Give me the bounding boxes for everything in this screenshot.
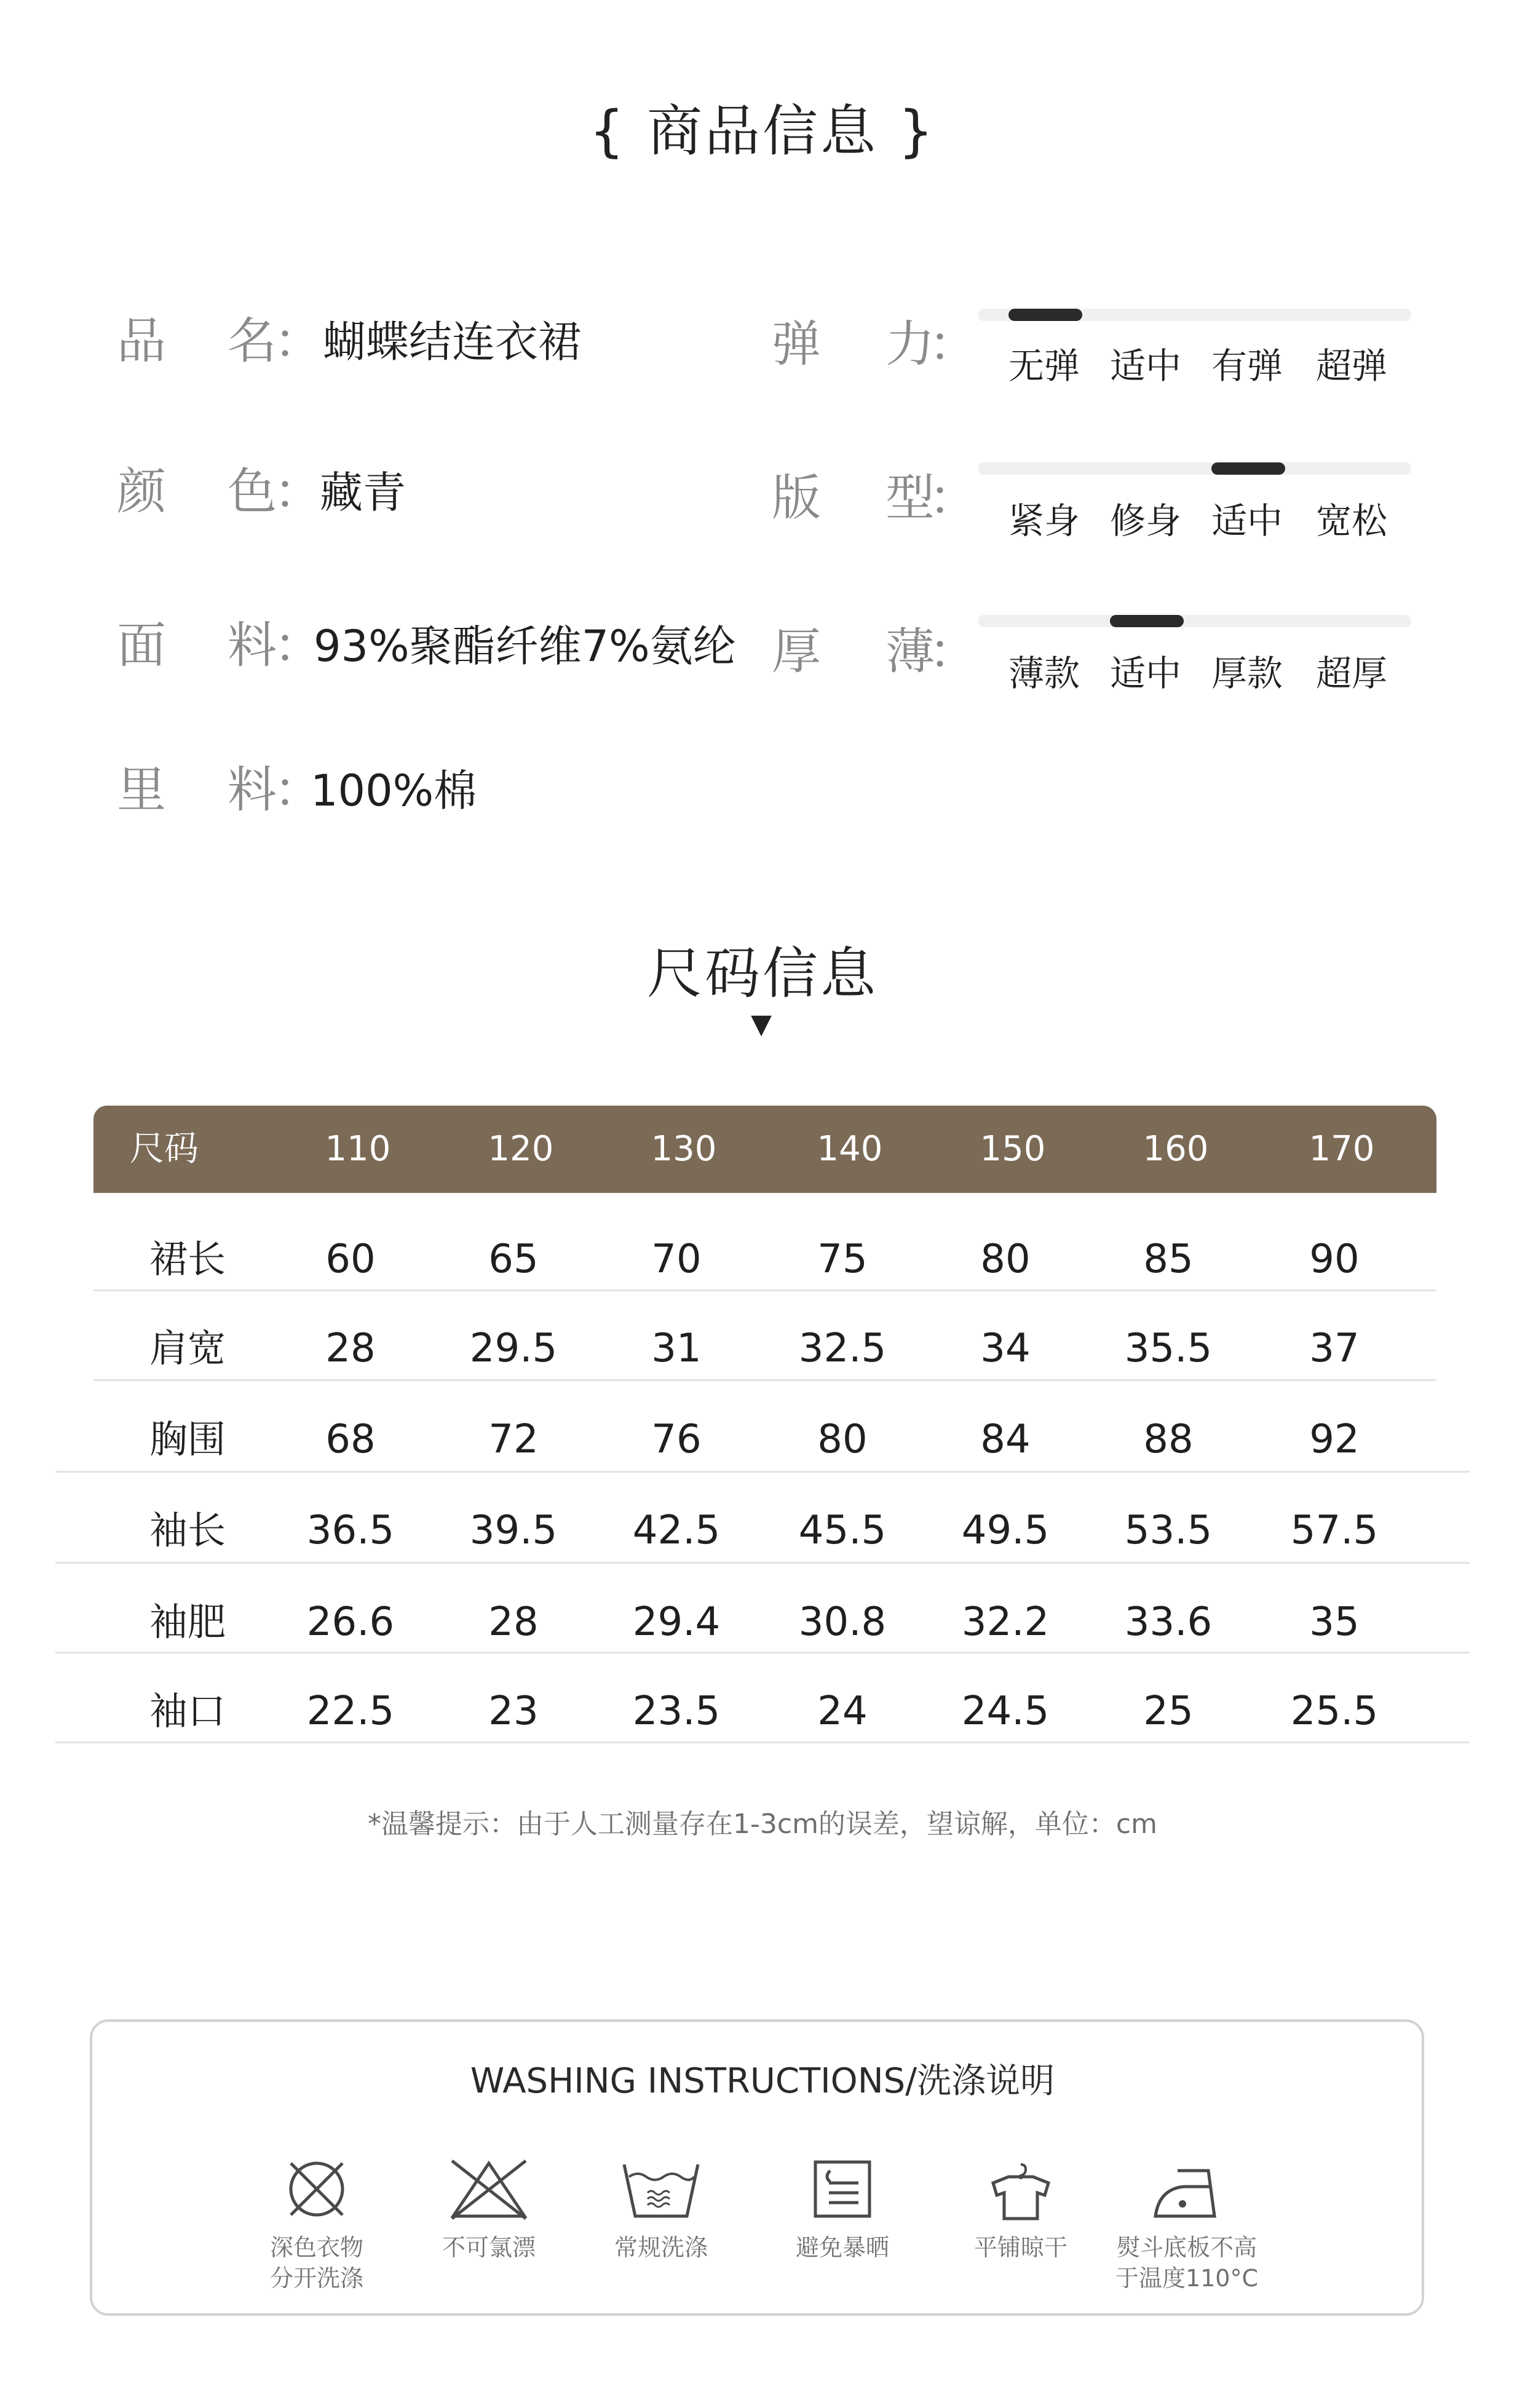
thickness-indicator	[1110, 615, 1184, 627]
fit-label-a: 版	[772, 469, 821, 526]
fit-label-b: 型	[885, 469, 935, 526]
name-colon: ：	[274, 312, 323, 370]
elasticity-label-b: 力	[885, 315, 935, 373]
elasticity-indicator	[1008, 309, 1082, 321]
lining-label-b: 料	[228, 761, 277, 818]
table-cell: 25.5	[1290, 1689, 1379, 1734]
wash-item-label	[224, 2232, 409, 2294]
table-cell: 23.5	[632, 1689, 721, 1734]
table-cell: 35	[1309, 1599, 1360, 1645]
header-cell: 120	[488, 1129, 554, 1169]
table-cell: 57.5	[1290, 1508, 1379, 1553]
table-cell: 37	[1309, 1326, 1360, 1371]
table-cell: 80	[817, 1417, 868, 1462]
wash-label-line: 分开洗涤	[269, 2265, 363, 2292]
fit-option: 修身	[1110, 500, 1182, 542]
row-divider	[55, 1471, 1470, 1473]
down-arrow-icon: ▼	[751, 1008, 774, 1040]
thickness-label-b: 薄	[885, 623, 935, 680]
flat-dry-icon	[981, 2152, 1061, 2226]
thickness-option: 厚款	[1211, 652, 1283, 694]
name-label-a: 品	[117, 312, 166, 370]
elasticity-option: 适中	[1110, 345, 1182, 387]
table-cell: 28	[325, 1326, 376, 1371]
table-cell: 24.5	[961, 1689, 1050, 1734]
measurement-note: *温馨提示：由于人工测量存在1-3cm的误差，望谅解，单位：cm	[368, 1808, 1157, 1840]
table-cell: 35.5	[1124, 1326, 1213, 1371]
elasticity-option: 超弹	[1316, 345, 1388, 387]
no-bleach-icon	[446, 2152, 532, 2226]
row-label: 裙长	[149, 1237, 226, 1281]
size-table-header	[93, 1106, 1436, 1193]
elasticity-label-a: 弹	[772, 315, 821, 373]
no-machine-wash-icon	[280, 2152, 354, 2226]
fabric-label-a: 面	[117, 617, 166, 674]
row-label: 袖长	[149, 1508, 226, 1553]
header-cell: 150	[980, 1129, 1046, 1169]
header-cell: 140	[817, 1129, 883, 1169]
wash-label-line: 熨斗底板不高	[1116, 2234, 1257, 2261]
wash-label-line: 不可氯漂	[442, 2234, 536, 2261]
wash-item-label	[397, 2232, 581, 2263]
fit-option: 宽松	[1316, 500, 1388, 542]
table-cell: 45.5	[798, 1508, 887, 1553]
color-colon: ：	[274, 463, 323, 520]
fabric-label-b: 料	[228, 617, 277, 674]
color-label-b: 色	[228, 463, 277, 520]
thickness-option: 薄款	[1008, 652, 1080, 694]
table-cell: 29.5	[469, 1326, 558, 1371]
lining-value: 100%棉	[311, 766, 477, 816]
lining-label-a: 里	[117, 761, 166, 818]
table-cell: 53.5	[1124, 1508, 1213, 1553]
table-cell: 88	[1143, 1417, 1194, 1462]
table-cell: 39.5	[469, 1508, 558, 1553]
table-cell: 25	[1143, 1689, 1194, 1734]
table-cell: 60	[325, 1237, 376, 1282]
wash-item-label	[750, 2232, 935, 2263]
fit-option: 紧身	[1008, 500, 1080, 542]
table-cell: 32.2	[961, 1599, 1050, 1645]
normal-wash-icon	[618, 2152, 704, 2226]
table-row	[0, 1577, 1525, 1667]
elasticity-scale	[978, 309, 1411, 321]
thickness-colon: ：	[929, 623, 978, 680]
wash-item	[1095, 2152, 1279, 2294]
row-label: 袖口	[149, 1689, 226, 1733]
table-cell: 80	[980, 1237, 1031, 1282]
row-divider	[55, 1652, 1470, 1654]
table-cell: 68	[325, 1417, 376, 1462]
color-value: 藏青	[320, 467, 406, 518]
table-cell: 33.6	[1124, 1599, 1213, 1645]
row-label: 袖肥	[149, 1599, 226, 1644]
lining-colon: ：	[274, 761, 323, 818]
table-cell: 28	[488, 1599, 539, 1645]
table-cell: 30.8	[798, 1599, 887, 1645]
row-divider	[93, 1289, 1436, 1291]
thickness-option: 超厚	[1316, 652, 1388, 694]
thickness-label-a: 厚	[772, 623, 821, 680]
wash-item	[929, 2152, 1113, 2263]
fabric-colon: ：	[274, 617, 323, 674]
wash-item	[750, 2152, 935, 2263]
header-cell: 尺码	[130, 1129, 199, 1169]
table-cell: 70	[651, 1237, 702, 1282]
wash-label-line: 于温度110°C	[1115, 2265, 1259, 2292]
fit-indicator	[1211, 462, 1285, 475]
wash-label-line: 避免暴晒	[795, 2234, 889, 2261]
wash-label-line: 平铺晾干	[973, 2234, 1068, 2261]
fit-option: 适中	[1211, 500, 1283, 542]
fit-scale	[978, 462, 1411, 475]
row-label: 肩宽	[149, 1326, 226, 1371]
table-cell: 22.5	[306, 1689, 395, 1734]
table-cell: 92	[1309, 1417, 1360, 1462]
iron-low-temp-icon	[1147, 2152, 1227, 2226]
header-cell: 170	[1309, 1129, 1375, 1169]
table-cell: 32.5	[798, 1326, 887, 1371]
elasticity-colon: ：	[929, 315, 978, 373]
wash-item-label	[569, 2232, 753, 2263]
fabric-value: 93%聚酯纤维7%氨纶	[314, 621, 736, 671]
table-cell: 24	[817, 1689, 868, 1734]
row-divider	[55, 1562, 1470, 1564]
wash-item-label	[929, 2232, 1113, 2263]
color-label-a: 颜	[117, 463, 166, 520]
row-divider	[93, 1379, 1436, 1381]
wash-item	[397, 2152, 581, 2263]
thickness-scale	[978, 615, 1411, 627]
table-cell: 29.4	[632, 1599, 721, 1645]
table-cell: 34	[980, 1326, 1031, 1371]
elasticity-option: 有弹	[1211, 345, 1283, 387]
wash-item-label	[1095, 2232, 1279, 2294]
table-cell: 23	[488, 1689, 539, 1734]
table-cell: 72	[488, 1417, 539, 1462]
table-cell: 26.6	[306, 1599, 395, 1645]
table-cell: 90	[1309, 1237, 1360, 1282]
table-cell: 76	[651, 1417, 702, 1462]
table-cell: 42.5	[632, 1508, 721, 1553]
name-label-b: 名	[228, 312, 277, 370]
table-cell: 49.5	[961, 1508, 1050, 1553]
table-cell: 65	[488, 1237, 539, 1282]
table-cell: 36.5	[306, 1508, 395, 1553]
wash-label-line: 常规洗涤	[614, 2234, 708, 2261]
table-cell: 75	[817, 1237, 868, 1282]
product-name-value: 蝴蝶结连衣裙	[323, 317, 581, 367]
page-title: { 商品信息 }	[589, 99, 936, 164]
size-section-title: 尺码信息	[647, 941, 878, 1006]
wash-label-line: 深色衣物	[269, 2234, 363, 2261]
table-cell: 84	[980, 1417, 1031, 1462]
wash-item	[569, 2152, 753, 2263]
elasticity-option: 无弹	[1008, 345, 1080, 387]
fit-colon: ：	[929, 469, 978, 526]
header-cell: 160	[1143, 1129, 1209, 1169]
header-cell: 130	[651, 1129, 717, 1169]
table-cell: 31	[651, 1326, 702, 1371]
row-divider	[55, 1741, 1470, 1743]
thickness-option: 适中	[1110, 652, 1182, 694]
table-cell: 85	[1143, 1237, 1194, 1282]
washing-title: WASHING INSTRUCTIONS/洗涤说明	[470, 2061, 1055, 2101]
wash-item	[224, 2152, 409, 2294]
row-label: 胸围	[149, 1417, 226, 1462]
avoid-sun-icon	[806, 2152, 879, 2226]
header-cell: 110	[325, 1129, 391, 1169]
